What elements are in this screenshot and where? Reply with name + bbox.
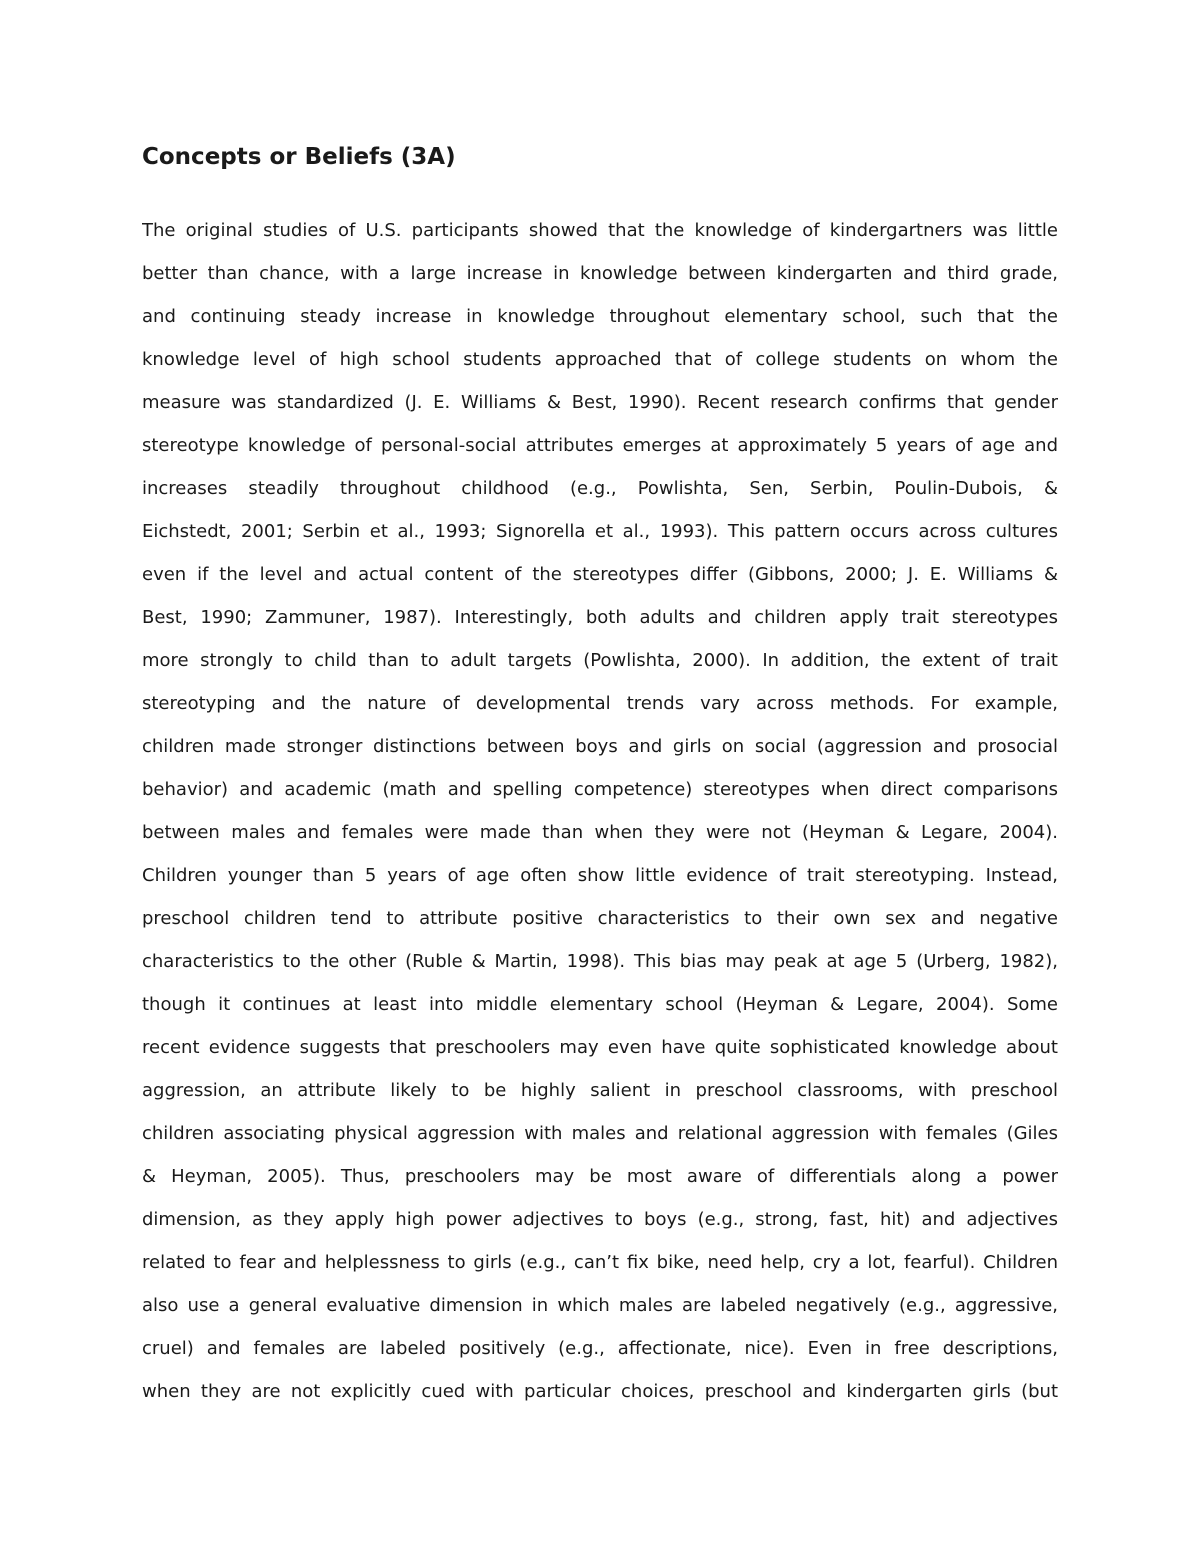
text-line-25: related to fear and helplessness to girls (e.g., can’t fix bike, need help, cry a lot, fearful). Children	[142, 1252, 1058, 1273]
text-line-27: cruel) and females are labeled positively (e.g., affectionate, nice). Even in free descriptions,	[142, 1338, 1058, 1359]
text-line-4: knowledge level of high school students approached that of college students on whom the	[142, 349, 1058, 370]
text-line-2: better than chance, with a large increase in knowledge between kindergarten and third grade,	[142, 263, 1058, 284]
text-line-19: though it continues at least into middle elementary school (Heyman & Legare, 2004). Some	[142, 994, 1058, 1015]
text-line-5: measure was standardized (J. E. Williams & Best, 1990). Recent research confirms that gender	[142, 392, 1058, 413]
text-line-9: even if the level and actual content of the stereotypes differ (Gibbons, 2000; J. E. Williams &	[142, 564, 1058, 585]
text-line-16: Children younger than 5 years of age often show little evidence of trait stereotyping. Instead,	[142, 865, 1058, 886]
text-line-8: Eichstedt, 2001; Serbin et al., 1993; Signorella et al., 1993). This pattern occurs across cultures	[142, 521, 1058, 542]
section-heading: Concepts or Beliefs (3A)	[142, 144, 456, 170]
text-line-21: aggression, an attribute likely to be highly salient in preschool classrooms, with preschool	[142, 1080, 1058, 1101]
text-line-14: behavior) and academic (math and spelling competence) stereotypes when direct comparisons	[142, 779, 1058, 800]
text-line-6: stereotype knowledge of personal-social attributes emerges at approximately 5 years of age and	[142, 435, 1058, 456]
text-line-10: Best, 1990; Zammuner, 1987). Interestingly, both adults and children apply trait stereotypes	[142, 607, 1058, 628]
body-paragraph	[142, 213, 1058, 1417]
text-line-24: dimension, as they apply high power adjectives to boys (e.g., strong, fast, hit) and adjectives	[142, 1209, 1058, 1230]
text-line-13: children made stronger distinctions between boys and girls on social (aggression and prosocial	[142, 736, 1058, 757]
text-line-18: characteristics to the other (Ruble & Martin, 1998). This bias may peak at age 5 (Urberg, 1982),	[142, 951, 1058, 972]
text-line-17: preschool children tend to attribute positive characteristics to their own sex and negative	[142, 908, 1058, 929]
text-line-12: stereotyping and the nature of developmental trends vary across methods. For example,	[142, 693, 1058, 714]
text-line-26: also use a general evaluative dimension in which males are labeled negatively (e.g., aggressive,	[142, 1295, 1058, 1316]
text-line-20: recent evidence suggests that preschoolers may even have quite sophisticated knowledge about	[142, 1037, 1058, 1058]
text-line-28: when they are not explicitly cued with particular choices, preschool and kindergarten girls (but	[142, 1381, 1058, 1402]
text-line-23: & Heyman, 2005). Thus, preschoolers may be most aware of differentials along a power	[142, 1166, 1058, 1187]
text-line-7: increases steadily throughout childhood (e.g., Powlishta, Sen, Serbin, Poulin-Dubois, &	[142, 478, 1058, 499]
text-line-11: more strongly to child than to adult targets (Powlishta, 2000). In addition, the extent of trait	[142, 650, 1058, 671]
text-line-22: children associating physical aggression with males and relational aggression with females (Giles	[142, 1123, 1058, 1144]
text-line-3: and continuing steady increase in knowledge throughout elementary school, such that the	[142, 306, 1058, 327]
text-line-15: between males and females were made than when they were not (Heyman & Legare, 2004).	[142, 822, 1058, 843]
text-line-1: The original studies of U.S. participants showed that the knowledge of kindergartners was little	[142, 220, 1058, 241]
